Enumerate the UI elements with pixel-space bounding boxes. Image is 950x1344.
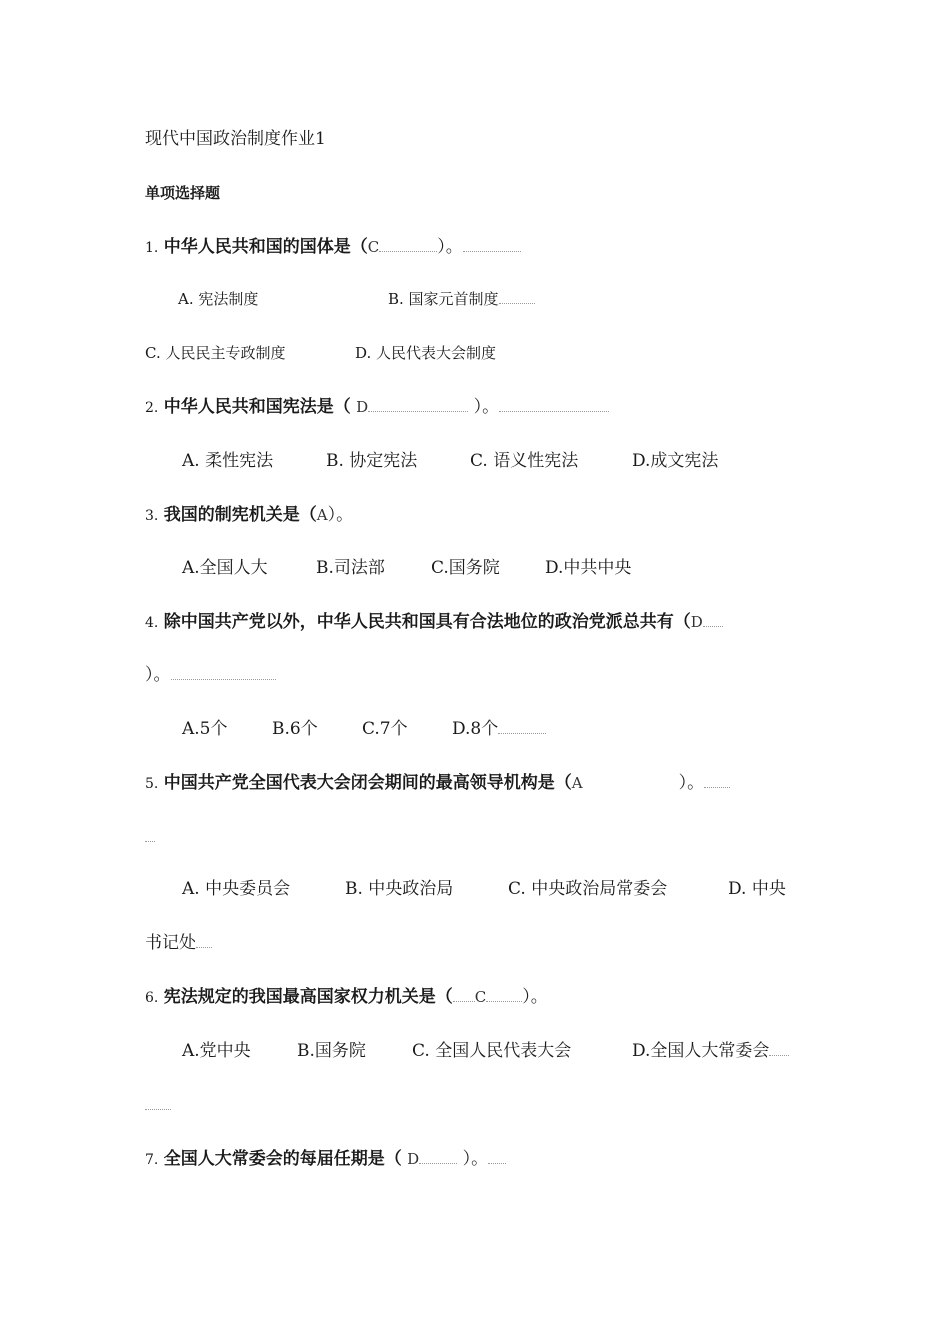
option-b-text: B. 国家元首制度 xyxy=(388,290,499,308)
question-6 xyxy=(145,986,548,1009)
question-stem: 中华人民共和国的国体是（ xyxy=(163,237,368,257)
option-d xyxy=(452,718,546,740)
answer-blank xyxy=(453,989,475,1002)
option-c: C.国务院 xyxy=(431,558,500,578)
option-c: C. 语义性宪法 xyxy=(470,451,579,471)
option-d: D. 人民代表大会制度 xyxy=(355,344,497,362)
answer-blank xyxy=(368,399,468,412)
answer-blank xyxy=(419,1151,457,1164)
question-tail: ）。 xyxy=(473,397,500,417)
fill-line xyxy=(704,775,730,788)
fill-line xyxy=(769,1043,789,1056)
option-c: C. 人民民主专政制度 xyxy=(145,344,286,362)
question-number: 6. xyxy=(145,990,159,1006)
question-tail: ）。 xyxy=(678,773,705,793)
fill-line xyxy=(499,399,609,412)
fill-line-continuation xyxy=(145,1094,171,1116)
question-number: 7. xyxy=(145,1152,159,1168)
answer-letter: D xyxy=(407,1150,420,1168)
option-d xyxy=(632,1040,789,1062)
question-2 xyxy=(145,396,609,419)
option-b: B.司法部 xyxy=(316,558,385,578)
answer-blank xyxy=(703,614,723,627)
option-d-continuation xyxy=(145,932,212,954)
answer-blank xyxy=(486,989,522,1002)
option-b xyxy=(388,288,535,310)
question-3 xyxy=(145,504,353,527)
question-stem: 全国人大常委会的每届任期是（ xyxy=(163,1149,402,1169)
fill-line xyxy=(171,667,276,680)
option-a: A. 柔性宪法 xyxy=(182,451,274,471)
option-d: D.中共中央 xyxy=(545,558,632,578)
fill-line xyxy=(196,935,212,948)
option-d-text: D.全国人大常委会 xyxy=(632,1041,770,1061)
question-stem: 除中国共产党以外，中华人民共和国具有合法地位的政治党派总共有（ xyxy=(163,612,691,632)
question-tail: ）。 xyxy=(437,237,463,257)
question-tail: ）。 xyxy=(522,987,548,1007)
fill-line xyxy=(498,721,546,734)
question-1 xyxy=(145,236,521,259)
question-tail: ）。 xyxy=(145,665,171,685)
fill-line xyxy=(145,1097,171,1110)
question-stem: 中华人民共和国宪法是（ xyxy=(163,397,351,417)
fill-line-continuation xyxy=(145,826,155,848)
section-heading: 单项选择题 xyxy=(145,184,221,202)
document-title: 现代中国政治制度作业1 xyxy=(145,129,326,149)
fill-line xyxy=(488,1151,506,1164)
answer-letter: D xyxy=(690,613,703,631)
answer-letter: A xyxy=(316,506,328,524)
question-tail: ）。 xyxy=(327,505,354,525)
option-d: D. 中央 xyxy=(728,879,786,899)
option-a: A.5个 xyxy=(182,719,228,739)
question-4 xyxy=(145,611,723,634)
question-stem: 宪法规定的我国最高国家权力机关是（ xyxy=(163,987,453,1007)
option-c: C. 全国人民代表大会 xyxy=(412,1041,572,1061)
answer-letter: C xyxy=(474,988,487,1006)
option-a: A.党中央 xyxy=(182,1041,251,1061)
option-c: C.7个 xyxy=(362,719,408,739)
question-4-continuation xyxy=(145,664,276,686)
question-stem: 中国共产党全国代表大会闭会期间的最高领导机构是（ xyxy=(163,773,572,793)
option-d-text: D.8个 xyxy=(452,719,499,739)
option-a: A.全国人大 xyxy=(182,558,268,578)
option-b: B.国务院 xyxy=(297,1041,366,1061)
answer-blank xyxy=(379,239,437,252)
fill-line xyxy=(145,829,155,842)
question-number: 5. xyxy=(145,776,159,792)
question-7 xyxy=(145,1148,506,1171)
option-d-wrap-text: 书记处 xyxy=(145,933,196,953)
answer-letter: A xyxy=(571,774,583,792)
fill-line xyxy=(499,291,535,304)
option-a: A. 中央委员会 xyxy=(182,879,291,899)
option-c: C. 中央政治局常委会 xyxy=(508,879,668,899)
option-b: B. 协定宪法 xyxy=(326,451,418,471)
question-number: 4. xyxy=(145,615,159,631)
option-b: B. 中央政治局 xyxy=(345,879,454,899)
question-stem: 我国的制宪机关是（ xyxy=(163,505,317,525)
option-a: A. 宪法制度 xyxy=(178,290,259,308)
option-b: B.6个 xyxy=(272,719,318,739)
fill-line xyxy=(463,239,521,252)
question-number: 3. xyxy=(145,508,159,524)
answer-letter: C xyxy=(367,238,380,256)
question-number: 1. xyxy=(145,240,159,256)
question-5 xyxy=(145,772,730,795)
question-number: 2. xyxy=(145,400,159,416)
question-tail: ）。 xyxy=(462,1149,489,1169)
option-d: D.成文宪法 xyxy=(632,451,719,471)
answer-letter: D xyxy=(356,398,369,416)
